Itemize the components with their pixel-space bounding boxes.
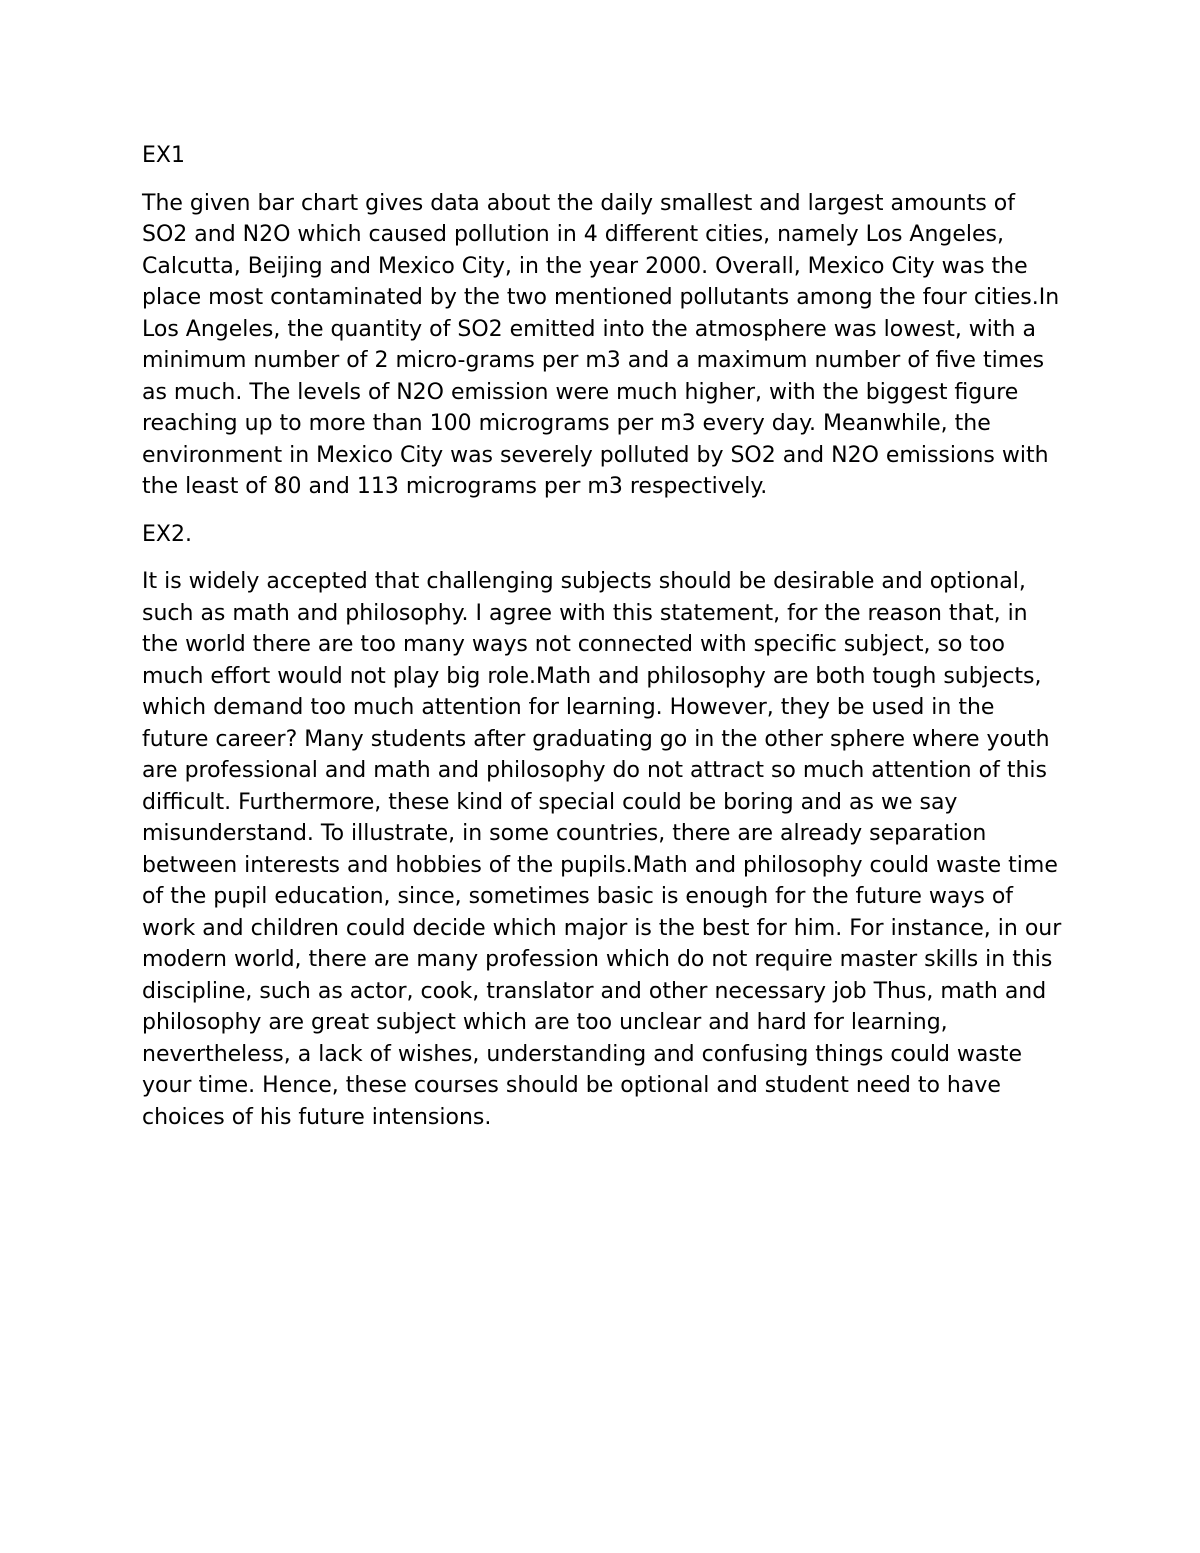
section-heading-ex2: EX2. (142, 521, 192, 547)
section-paragraph-ex1: The given bar chart gives data about the daily smallest and largest amounts of SO2 and N2O which caused pollution in 4 different cities, namely Los Angeles, Calcutta, Beijing and Mexico City, in the year 2000. Overall, Mexico City was the place most contaminated by the two mentioned pollutants among the four cities.In Los Angeles, the quantity of SO2 emitted into the atmosphere was lowest, with a minimum number of 2 micro-grams per m3 and a maximum number of five times as much. The levels of N2O emission were much higher, with the biggest figure reaching up to more than 100 micrograms per m3 every day. Meanwhile, the environment in Mexico City was severely polluted by SO2 and N2O emissions with the least of 80 and 113 micrograms per m3 respectively. (142, 190, 1060, 499)
section-heading-ex1: EX1 (142, 143, 185, 168)
section-paragraph-ex2: It is widely accepted that challenging subjects should be desirable and optional, such as math and philosophy. I agree with this statement, for the reason that, in the world there are too many ways not connected with specific subject, so too much effort would not play big role.Math and philosophy are both tough subjects, which demand too much attention for learning. However, they be used in the future career? Many students after graduating go in the other sphere where youth are professional and math and philosophy do not attract so much attention of this difficult. Furthermore, these kind of special could be boring and as we say misunderstand. To illustrate, in some countries, there are already separation between interests and hobbies of the pupils.Math and philosophy could waste time of the pupil education, since, sometimes basic is enough for the future ways of work and children could decide which major is the best for him. For instance, in our modern world, there are many profession which do not require master skills in this discipline, such as actor, cook, translator and other necessary job Thus, math and philosophy are great subject which are too unclear and hard for learning, nevertheless, a lack of wishes, understanding and confusing things could waste your time. Hence, these courses should be optional and student need to have choices of his future intensions. (142, 569, 1062, 1130)
